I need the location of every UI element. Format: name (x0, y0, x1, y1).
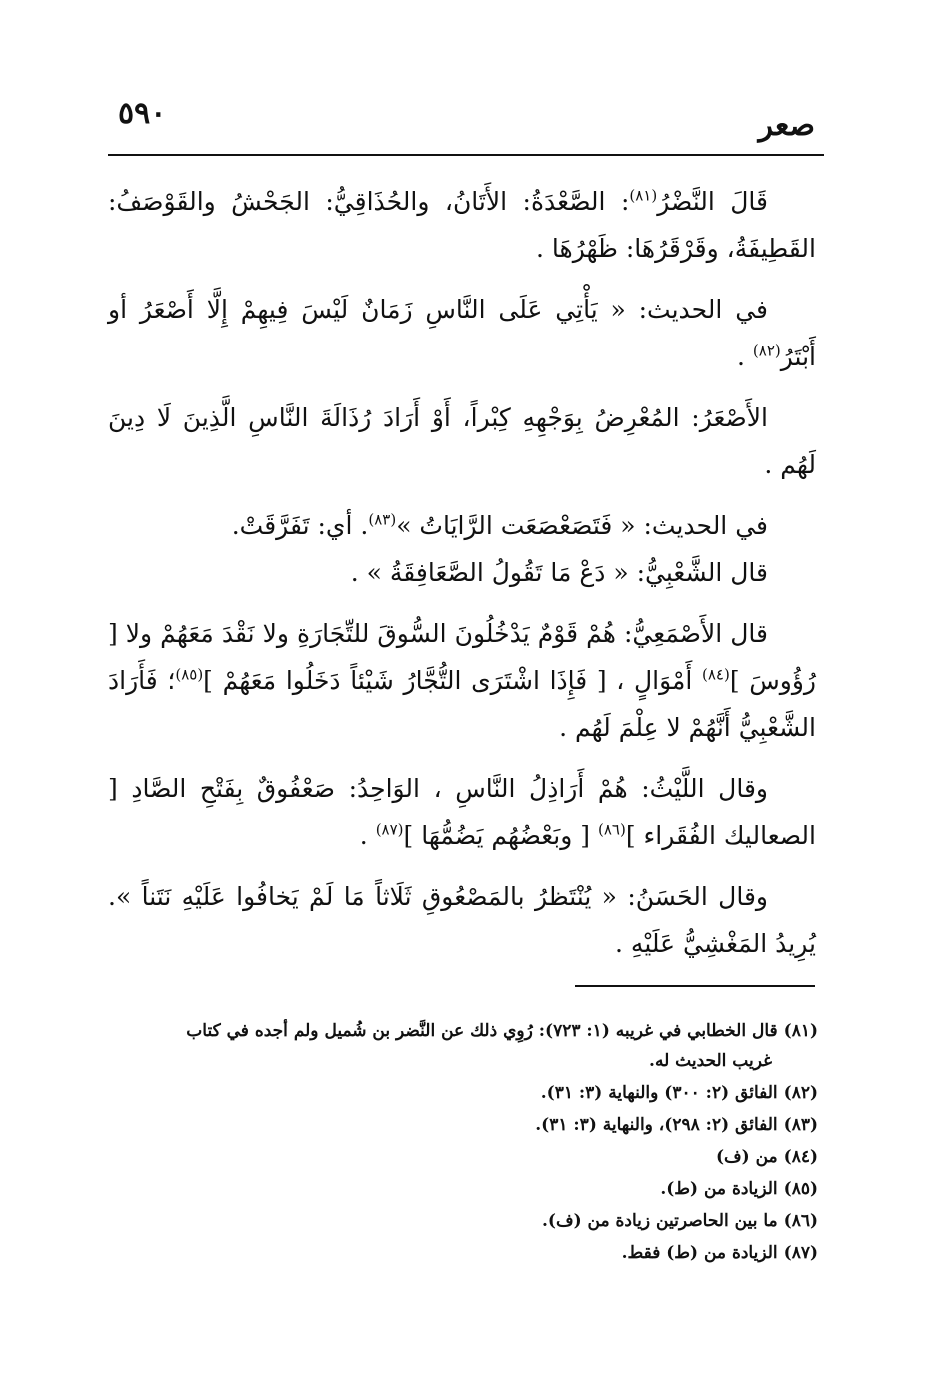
footnote-number: (٨١) (783, 1021, 818, 1041)
footnote-ref-84[interactable]: (٨٤) (702, 665, 730, 684)
footnote-84 (108, 1142, 818, 1172)
paragraph-3 (108, 394, 816, 488)
paragraph-1-rest: : الصَّعْدَةُ: الأَتَانُ، والحُذَاقِيُّ: الجَحْشُ والقَوْصَفُ: القَطِيفَةُ، وقَرْقَرُهَا: ظَهْرُهَا . (108, 187, 816, 263)
paragraph-7-mid: [ وبَعْضُهُم يَضُمُّهَا ] (403, 821, 598, 850)
footnote-ref-85[interactable]: (٨٥) (175, 665, 204, 684)
page-number: ٥٩٠ (118, 96, 167, 131)
paragraph-4 (108, 502, 816, 549)
footnote-divider (575, 985, 815, 987)
footnote-number: (٨٦) (783, 1211, 818, 1231)
footnote-ref-87[interactable]: (٨٧) (375, 820, 404, 839)
paragraph-5 (108, 549, 816, 596)
footnote-ref-81[interactable]: (٨١) (629, 186, 658, 205)
footnotes (108, 1016, 818, 1270)
footnote-ref-86[interactable]: (٨٦) (598, 820, 626, 839)
paragraph-2-rest: . (737, 342, 753, 371)
footnote-text: قال الخطابي في غريبه (١: ٧٢٣): رُوِي ذلك عن النَّضر بن شُميل ولم أجده في كتاب (186, 1021, 778, 1041)
paragraph-6-rest: ؛ فَأَرَادَ الشَّعْبِيُّ أَنَّهُمْ لا عِلْمَ لَهُم . (108, 666, 816, 742)
paragraph-4-rest: . أي: تَفَرَّقَتْ. (231, 511, 369, 540)
footnote-number: (٨٤) (783, 1147, 818, 1167)
footnote-continuation: غريب الحديث له. (649, 1051, 772, 1071)
footnote-number: (٨٥) (783, 1179, 818, 1199)
footnote-82 (108, 1078, 818, 1108)
footnote-text: الفائق (٢: ٣٠٠) والنهاية (٣: ٣١). (540, 1083, 778, 1103)
footnote-number: (٨٢) (783, 1083, 818, 1103)
paragraph-6 (108, 610, 816, 751)
paragraph-3-text: الأَصْعَرُ: المُعْرِضُ بِوَجْهِهِ كِبْراً، أَوْ أَرَادَ رُذَالَةَ النَّاسِ الَّذِينَ لَا دِينَ لَهُم . (108, 403, 816, 479)
paragraph-7-text: وقال اللَّيْثُ: هُمْ أَرَاذِلُ النَّاسِ ، الوَاحِدُ: صَعْفُوقٌ بِفَتْحِ الصَّادِ [ الصعاليك الفُقَراء ] (108, 774, 816, 850)
paragraph-1 (108, 178, 816, 272)
footnote-number: (٨٧) (783, 1243, 818, 1263)
footnote-85 (108, 1174, 818, 1204)
paragraph-7 (108, 765, 816, 859)
footnote-83 (108, 1110, 818, 1140)
footnote-ref-82[interactable]: (٨٢) (752, 341, 781, 360)
paragraph-5-text: قال الشَّعْبِيُّ: « دَعْ مَا تَقُولُ الصَّعَافِقَةُ » . (350, 558, 768, 587)
footnote-ref-83[interactable]: (٨٣) (368, 510, 397, 529)
paragraph-2-text: في الحديث: « يَأْتِي عَلَى النَّاسِ زَمَانٌ لَيْسَ فِيهِمْ إِلَّا أَصْعَرُ أو أَبْتَرُ (108, 295, 816, 371)
page-header (108, 82, 823, 154)
paragraph-8 (108, 873, 816, 967)
head-word: صعر (758, 108, 815, 143)
paragraph-7-rest: . (359, 821, 376, 850)
footnote-text: الزيادة من (ط) فقط. (621, 1243, 778, 1263)
paragraph-2 (108, 286, 816, 380)
paragraph-6-text: قال الأَصْمَعِيُّ: هُمْ قَوْمٌ يَدْخُلُونَ السُّوقَ للتِّجَارَةِ ولا نَقْدَ مَعَهُمْ ولا [ رُؤُوسَ ] (108, 619, 817, 695)
footnote-text: من (ف) (715, 1147, 778, 1167)
footnote-81 (108, 1016, 818, 1076)
paragraph-6-mid: أَمْوَالٍ ، [ فَإِذَا اشْتَرَى التُّجَّارُ شَيْئاً دَخَلُوا مَعَهُمْ ] (203, 666, 703, 695)
header-divider (108, 154, 824, 156)
paragraph-1-text: قَالَ النَّضْرُ (657, 187, 768, 216)
paragraph-8-text: وقال الحَسَنُ: « يُنْتَظرُ بالمَصْعُوقِ ثَلَاثاً مَا لَمْ يَخافُوا عَلَيْهِ نَتَناً ». يُرِيدُ المَغْشِيُّ عَلَيْهِ . (108, 882, 816, 958)
footnote-text: الزيادة من (ط). (660, 1179, 778, 1199)
footnote-text: الفائق (٢: ٢٩٨)، والنهاية (٣: ٣١). (535, 1115, 778, 1135)
paragraph-4-text: في الحديث: « فَتَصَعْصَعَت الرَّايَاتُ » (396, 511, 768, 540)
footnote-86 (108, 1206, 818, 1236)
footnote-text: ما بين الحاصرتين زيادة من (ف). (542, 1211, 778, 1231)
main-text (108, 178, 816, 981)
footnote-number: (٨٣) (783, 1115, 818, 1135)
footnote-87 (108, 1238, 818, 1268)
